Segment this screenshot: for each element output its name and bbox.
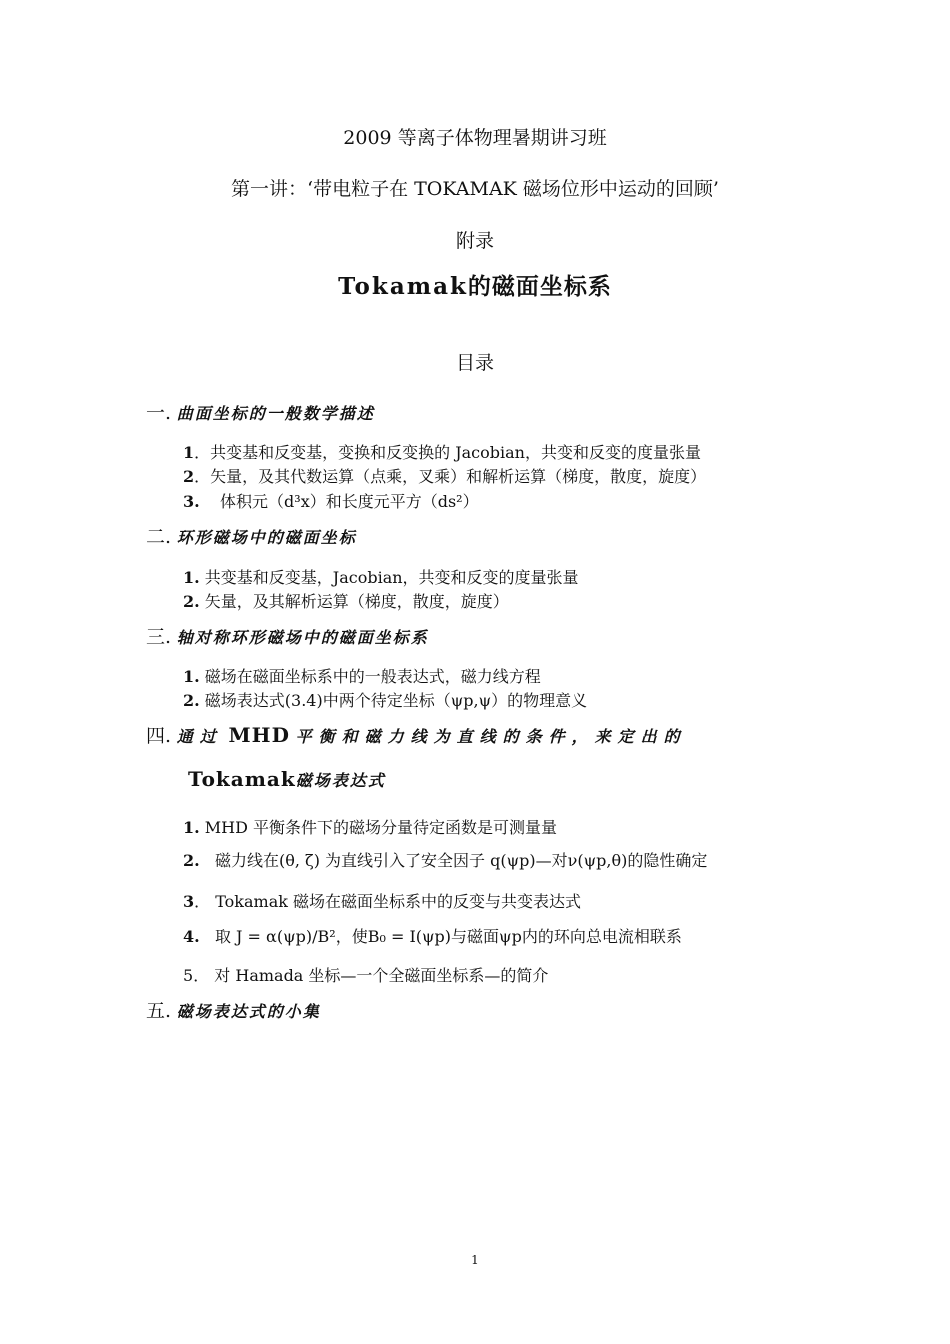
list-item — [183, 565, 579, 588]
section-number: 四. — [146, 725, 172, 747]
list-item — [183, 815, 557, 838]
section-title-part: 通过 — [176, 727, 223, 746]
item-number: 5 — [183, 966, 194, 985]
item-text: 体积元（d³x）和长度元平方（ds²） — [220, 492, 479, 511]
appendix-label: 附录 — [455, 230, 494, 252]
item-text: ．共变基和反变基，变换和反变换的 Jacobian，共变和反变的度量张量 — [194, 443, 701, 462]
item-text: ． 对 Hamada 坐标—一个全磁面坐标系—的简介 — [193, 966, 549, 985]
item-text: 磁场在磁面坐标系中的一般表达式，磁力线方程 — [204, 667, 541, 686]
item-number: 1. — [183, 568, 200, 587]
section-title: 磁场表达式的小集 — [176, 1002, 321, 1021]
item-number: 3 — [183, 892, 195, 911]
item-number: 2. — [183, 851, 200, 870]
topic-title — [0, 268, 950, 301]
item-number: 2. — [183, 691, 200, 710]
item-number: 4. — [183, 927, 200, 946]
section-title: 轴对称环形磁场中的磁面坐标系 — [176, 628, 429, 647]
item-text: 磁力线在(θ, ζ) 为直线引入了安全因子 q(ψp)—对ν(ψp,θ)的隐性确定 — [214, 851, 708, 870]
list-item — [183, 688, 587, 711]
list-item — [183, 464, 706, 487]
list-item — [183, 440, 701, 463]
section-title-tokamak: Tokamak — [188, 767, 296, 791]
section-title-part: 磁场表达式 — [295, 771, 386, 790]
item-number: 1 — [183, 443, 195, 462]
lecture-title: 第一讲：‘带电粒子在 TOKAMAK 磁场位形中运动的回顾’ — [231, 178, 719, 200]
course-title: 2009 等离子体物理暑期讲习班 — [343, 127, 607, 149]
section-heading — [146, 622, 429, 649]
topic-title-cjk: 的磁面坐标系 — [467, 274, 612, 300]
section-heading — [146, 996, 321, 1023]
list-item — [183, 889, 581, 912]
item-text: ． Tokamak 磁场在磁面坐标系中的反变与共变表达式 — [194, 892, 582, 911]
section-number: 三. — [146, 626, 172, 648]
section-number: 五. — [146, 1000, 172, 1022]
section-title-part: 平衡和磁力线为直线的条件，来定出的 — [295, 727, 687, 746]
page-number: 1 — [471, 1253, 479, 1267]
section-heading — [146, 522, 357, 549]
item-number: 3. — [183, 492, 200, 511]
section-heading-continued — [188, 767, 386, 791]
item-number: 1. — [183, 818, 200, 837]
item-text: MHD 平衡条件下的磁场分量待定函数是可测量量 — [204, 818, 558, 837]
item-text: 取 J = α(ψp)/B²，使B₀ = I(ψp)与磁面ψp内的环向总电流相联系 — [214, 927, 682, 946]
toc-label: 目录 — [455, 352, 494, 374]
list-item — [183, 924, 682, 947]
section-heading — [146, 398, 375, 425]
item-number: 2 — [183, 467, 195, 486]
item-text: 矢量，及其解析运算（梯度，散度，旋度） — [204, 592, 509, 611]
section-number: 一. — [146, 402, 172, 424]
list-item — [183, 489, 479, 512]
section-heading — [146, 721, 687, 748]
section-number: 二. — [146, 526, 172, 548]
item-text: 磁场表达式(3.4)中两个待定坐标（ψp,ψ）的物理意义 — [204, 691, 588, 710]
list-item — [183, 963, 548, 986]
section-title: 曲面坐标的一般数学描述 — [176, 404, 375, 423]
list-item — [183, 664, 541, 687]
section-title: 环形磁场中的磁面坐标 — [176, 528, 357, 547]
topic-title-latin: Tokamak — [338, 273, 468, 300]
section-title-mhd: MHD — [228, 723, 290, 747]
item-number: 1. — [183, 667, 200, 686]
list-item — [183, 589, 509, 612]
item-number: 2. — [183, 592, 200, 611]
list-item — [183, 848, 707, 871]
item-text: 共变基和反变基，Jacobian，共变和反变的度量张量 — [204, 568, 579, 587]
item-text: ．矢量，及其代数运算（点乘，叉乘）和解析运算（梯度，散度，旋度） — [194, 467, 707, 486]
